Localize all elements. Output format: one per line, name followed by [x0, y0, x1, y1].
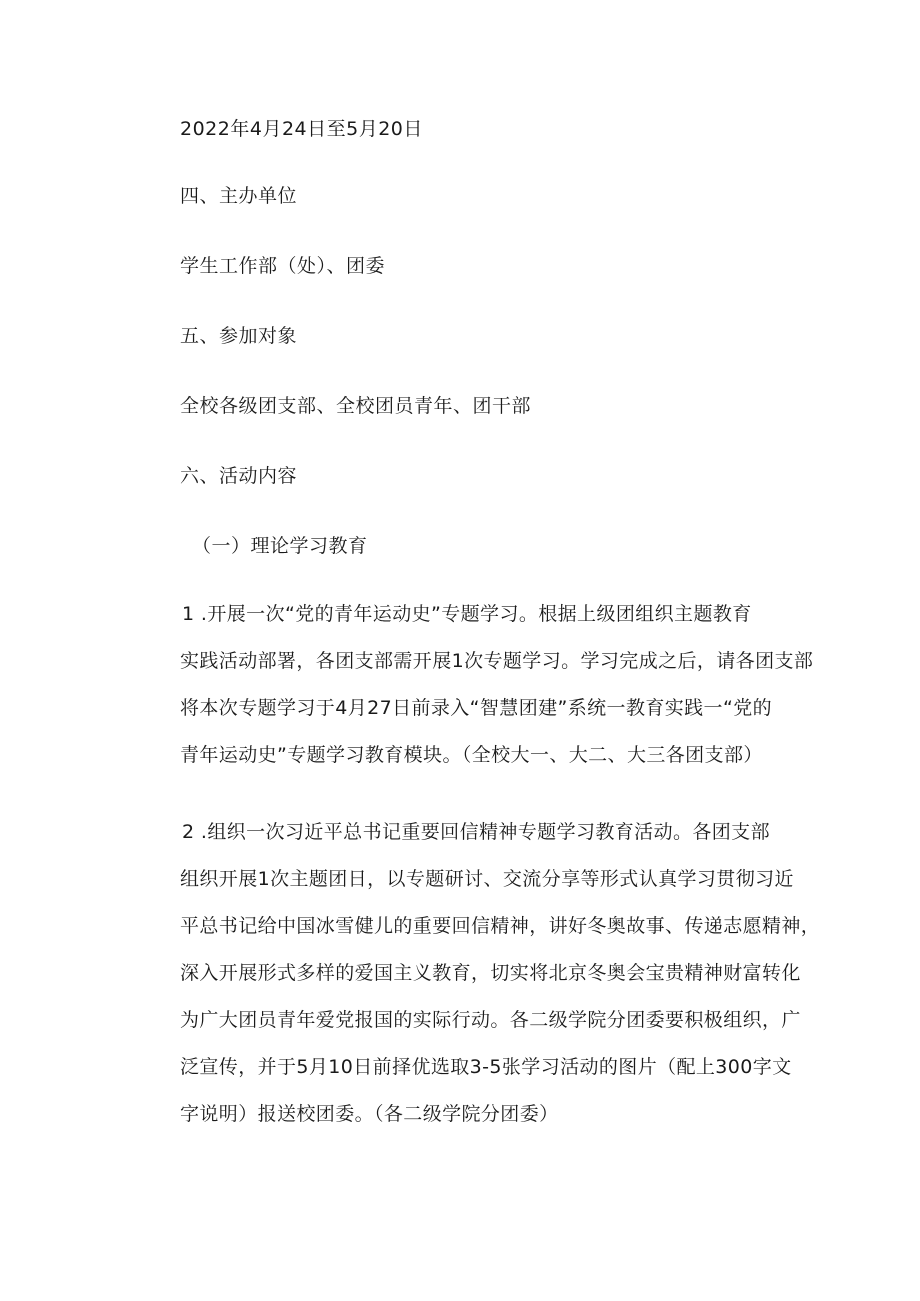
- subsection-heading-theory-study: （一）理论学习教育: [192, 535, 368, 557]
- item-2-line: 深入开展形式多样的爱国主义教育，切实将北京冬奥会宝贵精神财富转化: [180, 962, 801, 984]
- section-heading-organizer: 四、主办单位: [180, 185, 298, 207]
- item-1-line: 1 .开展一次“党的青年运动史”专题学习。根据上级团组织主题教育: [182, 603, 752, 625]
- activity-item-1: [180, 602, 814, 790]
- item-2-line: 为广大团员青年爱党报国的实际行动。各二级学院分团委要积极组织，广: [180, 1009, 801, 1031]
- item-1-line: 实践活动部署，各团支部需开展1次专题学习。学习完成之后，请各团支部: [180, 650, 814, 672]
- item-1-line: 青年运动史”专题学习教育模块。（全校大一、大二、大三各团支部）: [180, 744, 763, 766]
- item-2-line: 字说明）报送校团委。（各二级学院分团委）: [180, 1103, 559, 1125]
- date-range-text: 2022年4月24日至5月20日: [180, 118, 423, 140]
- item-1-line: 将本次专题学习于4月27日前录入“智慧团建”系统一教育实践一“党的: [180, 697, 772, 719]
- item-2-line: 泛宣传，并于5月10日前择优选取3-5张学习活动的图片（配上300字文: [180, 1056, 792, 1078]
- participants-text: 全校各级团支部、全校团员青年、团干部: [180, 395, 532, 417]
- section-heading-participants: 五、参加对象: [180, 325, 298, 347]
- item-2-line: 2 .组织一次习近平总书记重要回信精神专题学习教育活动。各团支部: [182, 821, 770, 843]
- activity-item-2: [180, 820, 821, 1149]
- organizer-text: 学生工作部（处）、团委: [180, 255, 386, 277]
- item-2-line: 组织开展1次主题团日，以专题研讨、交流分享等形式认真学习贯彻习近: [180, 868, 794, 890]
- section-heading-activity-content: 六、活动内容: [180, 465, 298, 487]
- item-2-line: 平总书记给中国冰雪健儿的重要回信精神，讲好冬奥故事、传递志愿精神，: [180, 915, 821, 937]
